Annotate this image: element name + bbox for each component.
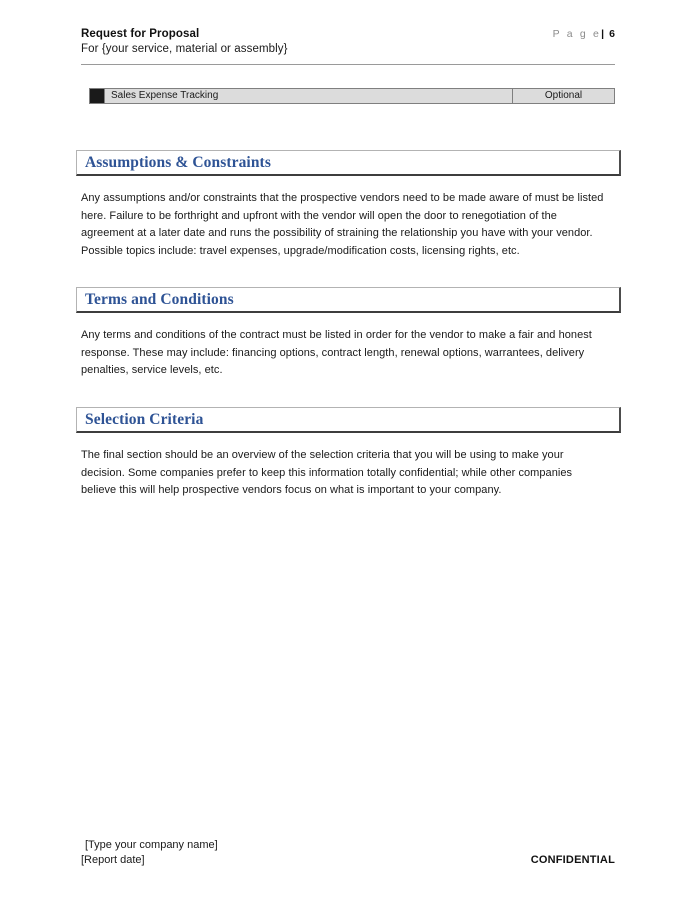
page-footer bbox=[81, 838, 615, 868]
page-number-indicator bbox=[553, 28, 615, 40]
section-body-assumptions-constraints: Any assumptions and/or constraints that the prospective vendors need to be made aware of must be listed here. Failure to be forthright and upfront with the vendor will open the door to renegotiation of the agreement at a later date and runs the possibility of straining the relationship you have with your vendor. Possible topics include: travel expenses, upgrade/modification costs, licensing rights, etc. bbox=[81, 192, 604, 257]
section-heading-label: Selection Criteria bbox=[85, 410, 204, 428]
document-title: Request for Proposal bbox=[81, 28, 200, 40]
section-heading-label: Assumptions & Constraints bbox=[85, 153, 271, 171]
section-heading-assumptions-constraints bbox=[76, 150, 621, 176]
row-status-cell: Optional bbox=[513, 89, 614, 103]
row-name-cell: Sales Expense Tracking bbox=[105, 89, 513, 103]
page-header bbox=[81, 28, 615, 55]
section-body-selection-criteria: The final section should be an overview of the selection criteria that you will be using to make your decision. Some companies prefer to keep this information totally confidential; while other companies believe this will help prospective vendors focus on what is important to your company. bbox=[81, 449, 573, 497]
footer-company-name: [Type your company name] bbox=[85, 839, 218, 851]
row-marker-cell bbox=[90, 89, 105, 103]
document-subtitle: For {your service, material or assembly} bbox=[81, 43, 288, 55]
header-top-row bbox=[81, 28, 615, 40]
page-label: P a g e bbox=[552, 28, 602, 40]
footer-bottom-row bbox=[81, 853, 615, 868]
table-row bbox=[89, 88, 615, 104]
footer-report-date: [Report date] bbox=[81, 854, 145, 866]
page-number-value: 6 bbox=[609, 28, 615, 40]
page-separator: | bbox=[601, 28, 605, 40]
section-heading-selection-criteria bbox=[76, 407, 621, 433]
header-divider bbox=[81, 64, 615, 65]
footer-classification: CONFIDENTIAL bbox=[530, 854, 615, 866]
section-body-terms-conditions: Any terms and conditions of the contract must be listed in order for the vendor to make a fair and honest response. These may include: financing options, contract length, renewal options, warrantees, delivery penalties, service levels, etc. bbox=[81, 329, 592, 377]
section-heading-terms-conditions bbox=[76, 287, 621, 313]
section-heading-label: Terms and Conditions bbox=[85, 290, 234, 308]
